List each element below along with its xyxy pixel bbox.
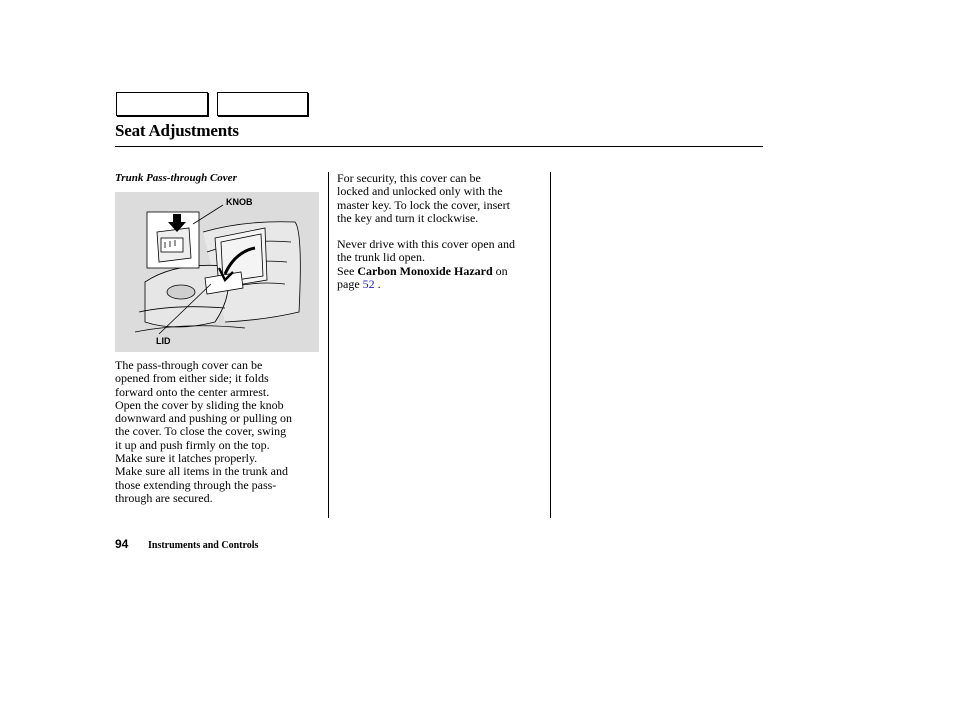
illustration-drawing bbox=[115, 192, 319, 352]
text-line: Make sure all items in the trunk and bbox=[115, 464, 288, 479]
trunk-pass-through-illustration bbox=[115, 192, 319, 352]
figure-caption: Trunk Pass-through Cover bbox=[115, 172, 237, 184]
see-reference-line bbox=[337, 265, 542, 278]
column-2-text bbox=[337, 172, 542, 291]
knob-label: KNOB bbox=[226, 197, 253, 207]
text-line: Make sure it latches properly. bbox=[115, 451, 258, 466]
text-line: locked and unlocked only with the bbox=[337, 184, 503, 199]
text-line: through are secured. bbox=[115, 490, 213, 505]
title-divider bbox=[115, 146, 763, 147]
text-line: Never drive with this cover open and bbox=[337, 237, 515, 252]
text-line: master key. To lock the cover, insert bbox=[337, 197, 510, 212]
column-divider-1 bbox=[328, 172, 329, 518]
text-line: opened from either side; it folds bbox=[115, 371, 269, 386]
page-title: Seat Adjustments bbox=[115, 121, 239, 140]
column-1-text bbox=[115, 359, 320, 505]
page-prefix: page bbox=[337, 277, 363, 292]
footer-section-title: Instruments and Controls bbox=[148, 540, 259, 551]
nav-button-next[interactable] bbox=[217, 92, 308, 116]
page-52-link[interactable]: 52 bbox=[362, 277, 375, 292]
text-line: those extending through the pass- bbox=[115, 477, 277, 492]
text-line: the cover. To close the cover, swing bbox=[115, 424, 287, 439]
see-prefix: See bbox=[337, 263, 358, 278]
text-line: For security, this cover can be bbox=[337, 171, 481, 185]
text-line: the trunk lid open. bbox=[337, 250, 425, 265]
text-line: Open the cover by sliding the knob bbox=[115, 397, 284, 412]
see-suffix: on bbox=[492, 263, 508, 278]
page-suffix: . bbox=[374, 277, 381, 292]
lid-label: LID bbox=[156, 336, 171, 346]
carbon-monoxide-reference: Carbon Monoxide Hazard bbox=[357, 263, 493, 278]
text-line: forward onto the center armrest. bbox=[115, 384, 270, 399]
column-divider-2 bbox=[550, 172, 551, 518]
page-reference-line bbox=[337, 278, 542, 291]
text-line: the key and turn it clockwise. bbox=[337, 210, 479, 225]
text-line: downward and pushing or pulling on bbox=[115, 411, 292, 426]
nav-button-previous[interactable] bbox=[116, 92, 208, 116]
text-line: The pass-through cover can be bbox=[115, 358, 263, 372]
page-number: 94 bbox=[115, 537, 129, 551]
text-line: it up and push firmly on the top. bbox=[115, 437, 270, 452]
